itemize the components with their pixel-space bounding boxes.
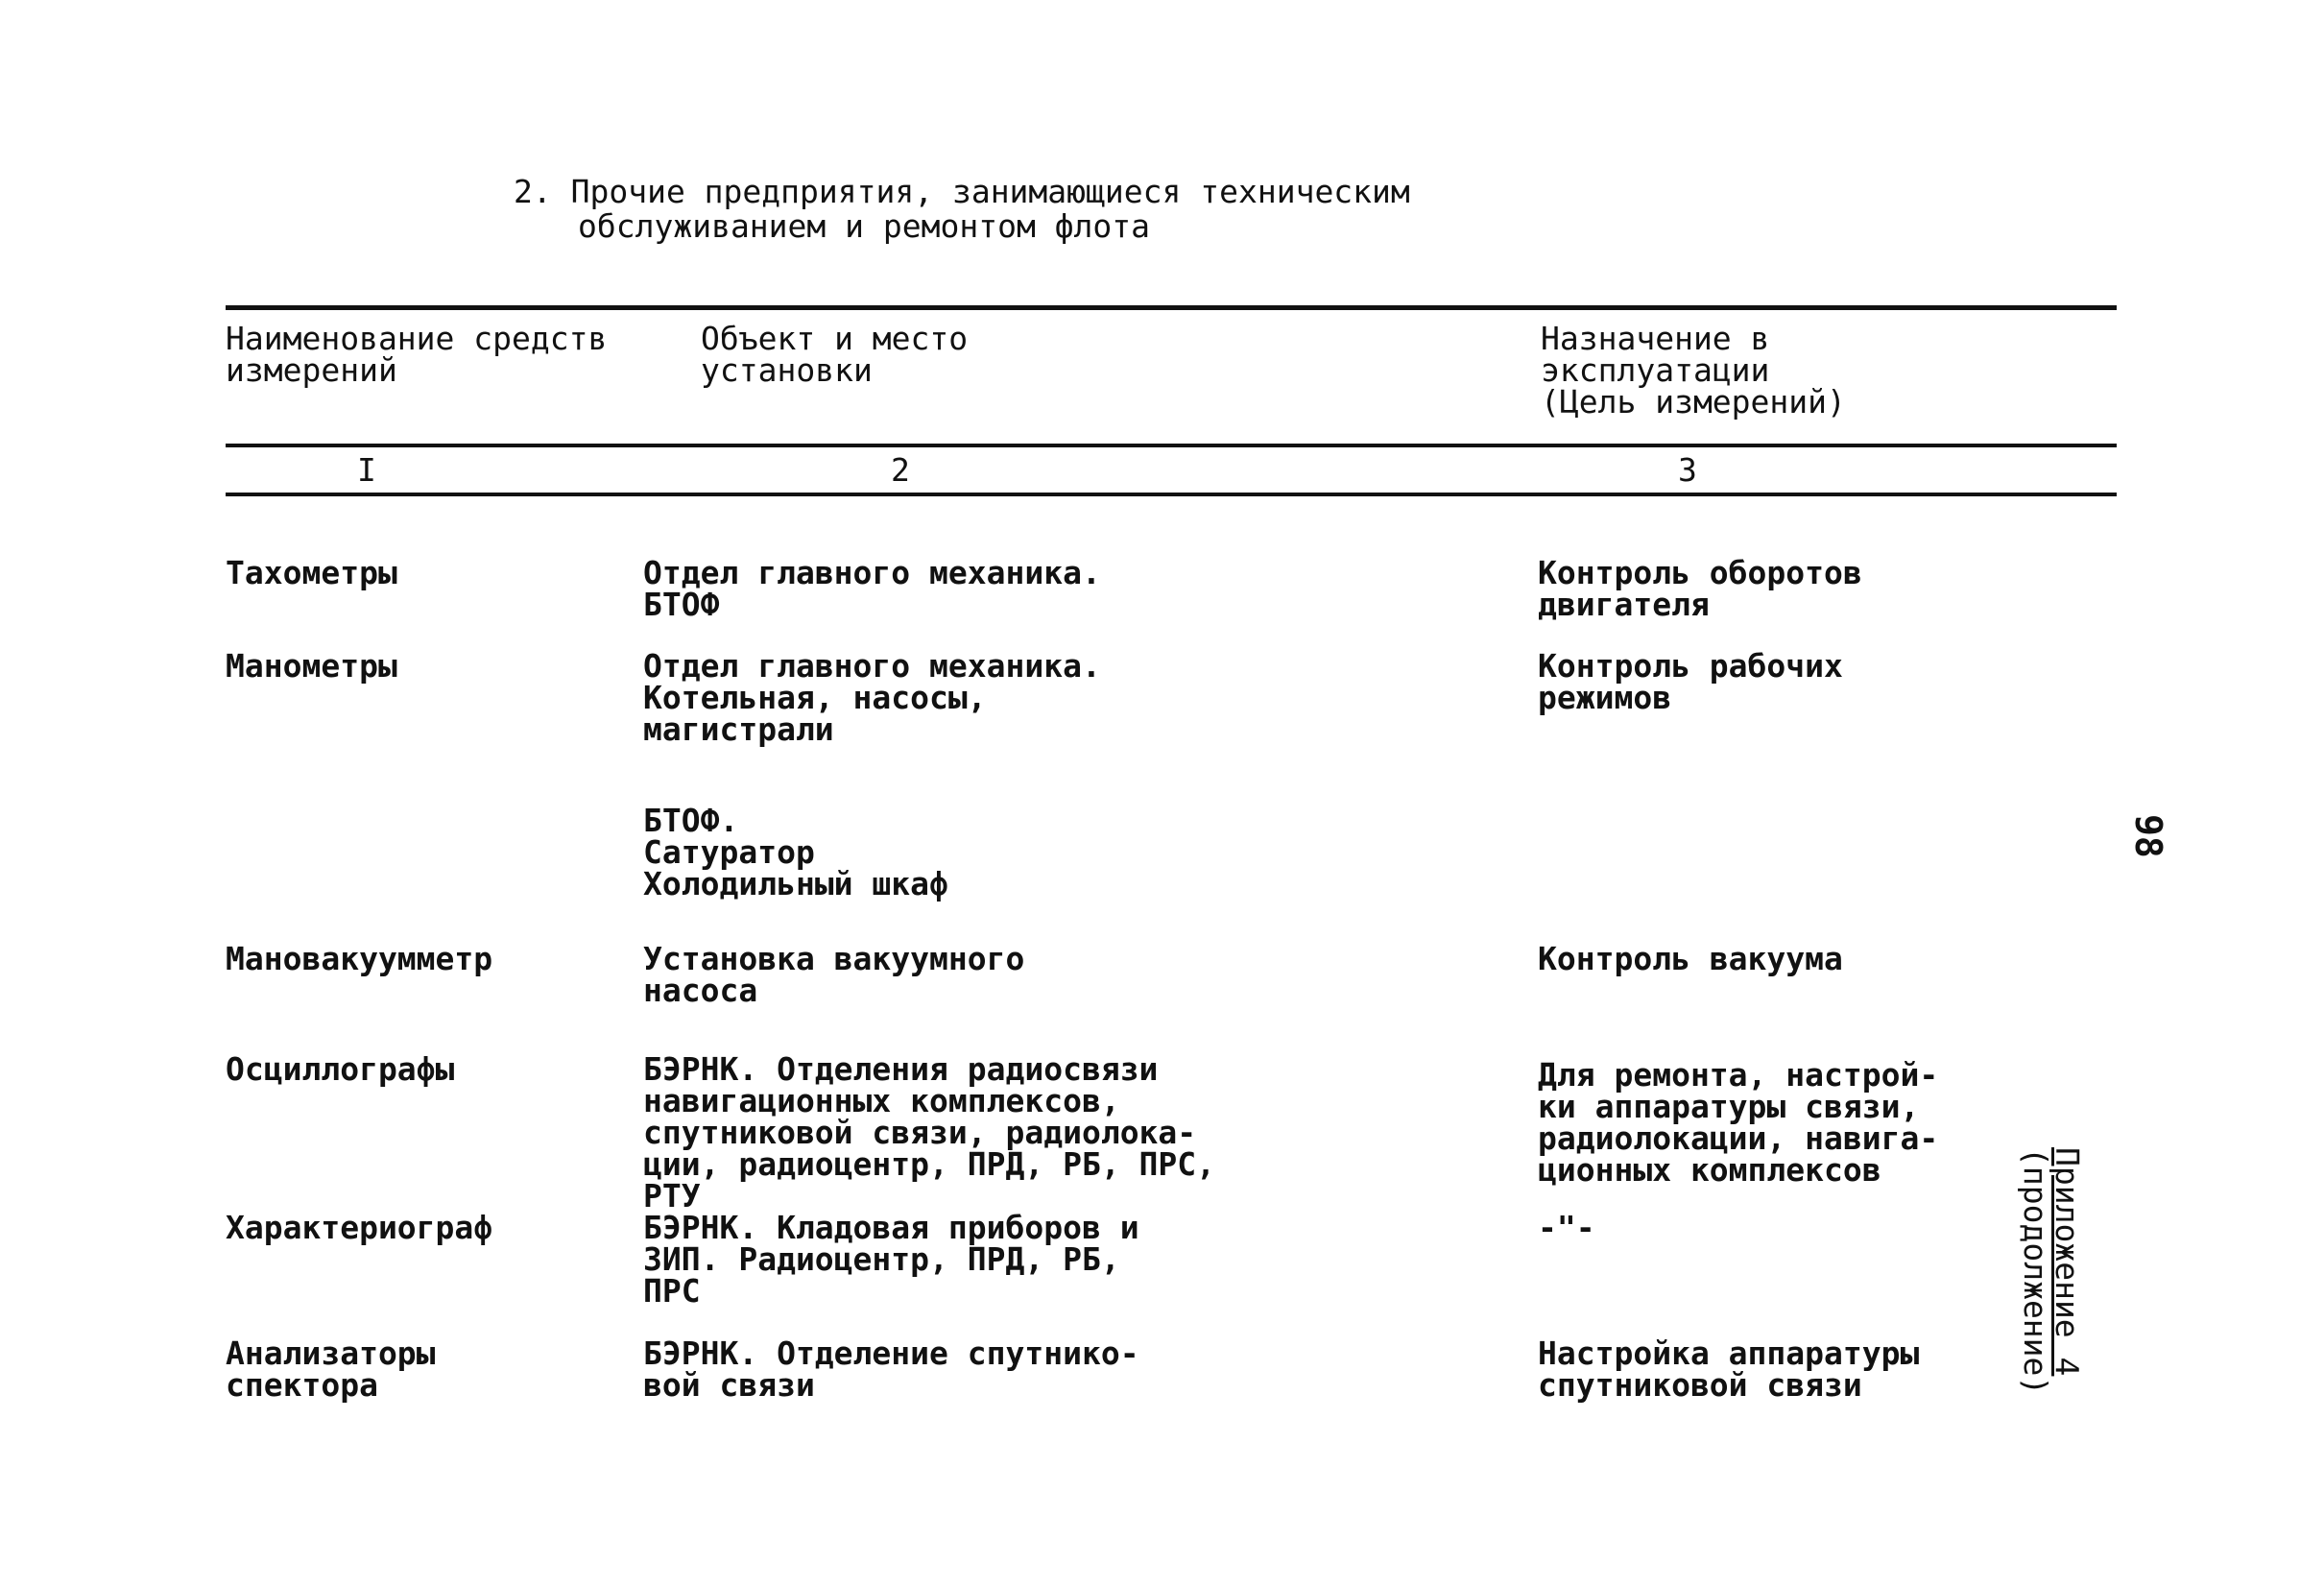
row-6-instrument: Характериограф [226, 1209, 493, 1246]
header-instrument: Наименование средств измерений [226, 320, 608, 389]
row-5-location: БЭРНК. Отделения радиосвязи навигационных комплексов, спутниковой связи, радиолока- ции, радиоцентр, ПРД, РБ, ПРС, РТУ [643, 1050, 1216, 1214]
row-2-purpose: Контроль рабочих режимов [1538, 647, 1843, 716]
appendix-note-line-2: (продолжение) [2017, 1147, 2054, 1396]
row-1-instrument: Тахометры [226, 554, 397, 591]
header-purpose: Назначение в эксплуатации (Цель измерений) [1541, 320, 1846, 421]
row-3-location: БТОФ. Сатуратор Холодильный шкаф [643, 802, 948, 902]
table-top-rule [226, 305, 2117, 310]
row-5-purpose: Для ремонта, настрой- ки аппаратуры связи, радиолокации, навига- ционных комплексов [1538, 1056, 1939, 1189]
row-2-location: Отдел главного механика. Котельная, насосы, магистрали [643, 647, 1101, 748]
column-number-1: I [357, 451, 376, 489]
header-location: Объект и место установки [701, 320, 969, 389]
column-numbers-bottom-rule [226, 493, 2117, 496]
row-2-instrument: Манометры [226, 647, 397, 685]
row-1-location: Отдел главного механика. БТОФ [643, 554, 1101, 623]
page-number: 98 [2127, 814, 2169, 858]
row-7-location: БЭРНК. Отделение спутнико- вой связи [643, 1335, 1139, 1404]
section-heading [514, 175, 1410, 244]
section-heading-line-2: обслуживанием и ремонтом флота [578, 207, 1151, 245]
row-4-location: Установка вакуумного насоса [643, 940, 1025, 1009]
row-1-purpose: Контроль оборотов двигателя [1538, 554, 1862, 623]
row-6-purpose: -"- [1538, 1209, 1595, 1246]
section-heading-line-1: 2. Прочие предприятия, занимающиеся техническим [514, 173, 1410, 210]
appendix-note-line-1: Приложение 4 [2048, 1147, 2086, 1377]
header-bottom-rule [226, 444, 2117, 447]
row-4-purpose: Контроль вакуума [1538, 940, 1843, 977]
column-number-3: 3 [1678, 451, 1697, 489]
column-number-2: 2 [891, 451, 910, 489]
row-7-instrument: Анализаторы спектора [226, 1335, 436, 1404]
row-4-instrument: Мановакуумметр [226, 940, 493, 977]
row-5-instrument: Осциллографы [226, 1050, 455, 1088]
row-7-purpose: Настройка аппаратуры спутниковой связи [1538, 1335, 1920, 1404]
row-6-location: БЭРНК. Кладовая приборов и ЗИП. Радиоцентр, ПРД, РБ, ПРС [643, 1209, 1139, 1310]
appendix-note [2016, 1147, 2086, 1407]
